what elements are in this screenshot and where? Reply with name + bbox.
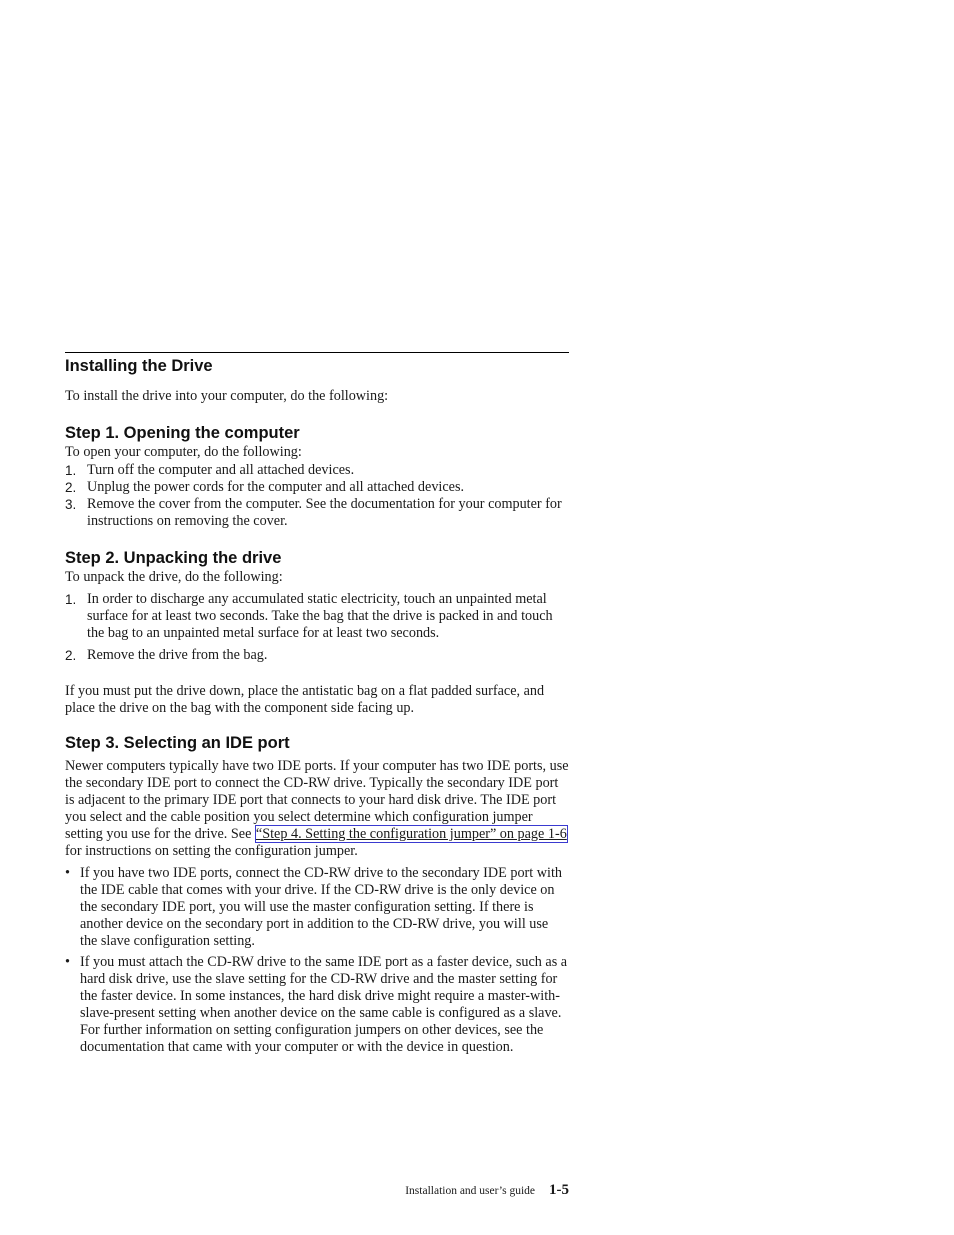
list-text: Turn off the computer and all attached devices. [87, 462, 355, 478]
bullet-icon: • [65, 954, 70, 970]
step3-title: Step 3. Selecting an IDE port [65, 734, 290, 752]
footer-doc-title: Installation and user’s guide [405, 1185, 535, 1197]
cross-reference-link[interactable]: “Step 4. Setting the configuration jumper” on page 1-6 [255, 826, 567, 842]
list-text: In order to discharge any accumulated static electricity, touch an unpainted metal surface for at least two seconds. Take the bag that the drive is packed in and touch the bag to an unpainted metal surface for at least two seconds. [87, 591, 553, 641]
bullet-item [65, 865, 569, 950]
step1-lead: To open your computer, do the following: [65, 444, 302, 460]
section-title: Installing the Drive [65, 357, 213, 375]
list-item [65, 462, 569, 479]
section-intro: To install the drive into your computer, do the following: [65, 388, 389, 404]
list-text: Remove the drive from the bag. [87, 647, 268, 663]
page-content [65, 352, 569, 1056]
step2-note: If you must put the drive down, place the antistatic bag on a flat padded surface, and place the drive on the bag with the component side facing up. [65, 683, 545, 716]
list-item [65, 496, 569, 530]
list-item [65, 591, 569, 642]
step2-lead: To unpack the drive, do the following: [65, 569, 283, 585]
list-text: Remove the cover from the computer. See the documentation for your computer for instructions on removing the cover. [87, 496, 562, 529]
page-number: 1-5 [549, 1182, 569, 1198]
step2-list [65, 591, 569, 664]
list-text: Unplug the power cords for the computer and all attached devices. [87, 479, 465, 495]
list-item [65, 479, 569, 496]
list-number: 2. [65, 480, 77, 495]
bullet-icon: • [65, 865, 70, 881]
bullet-text: If you must attach the CD-RW drive to the same IDE port as a faster device, such as a hard disk drive, use the slave setting for the CD-RW drive and the master setting for the faster device. In some instances, the hard disk drive might require a master-with-slave-present setting when another device on the same cable is configured as a slave. For further information on setting configuration jumpers on other devices, see the documentation that came with your computer or with the device in question. [80, 954, 568, 1055]
step3-body [65, 758, 569, 860]
bullet-item [65, 954, 569, 1056]
step1-title: Step 1. Opening the computer [65, 424, 300, 442]
step2-title: Step 2. Unpacking the drive [65, 549, 282, 567]
page-footer [389, 1181, 569, 1199]
list-number: 3. [65, 497, 77, 512]
section-rule [65, 352, 569, 353]
step3-body-text: Newer computers typically have two IDE ports. If your computer has two IDE ports, use the secondary IDE port to connect the CD-RW drive. Typically the secondary IDE port is adjacent to the primary IDE port that connects to your hard disk drive. The IDE port you select and the cable position you select determine which configuration jumper setting you use for the drive. See [65, 758, 569, 842]
step1-list [65, 462, 569, 530]
list-number: 1. [65, 592, 77, 607]
list-number: 2. [65, 648, 77, 663]
list-number: 1. [65, 463, 77, 478]
list-item [65, 647, 569, 664]
bullet-text: If you have two IDE ports, connect the CD-RW drive to the secondary IDE port with the IDE cable that comes with your drive. If the CD-RW drive is the only device on the secondary IDE port, you will use the master configuration setting. If there is another device on the secondary port in addition to the CD-RW drive, you will use the slave configuration setting. [80, 865, 562, 949]
step3-bullets [65, 865, 569, 1056]
step3-body-text-end: for instructions on setting the configuration jumper. [65, 843, 358, 859]
